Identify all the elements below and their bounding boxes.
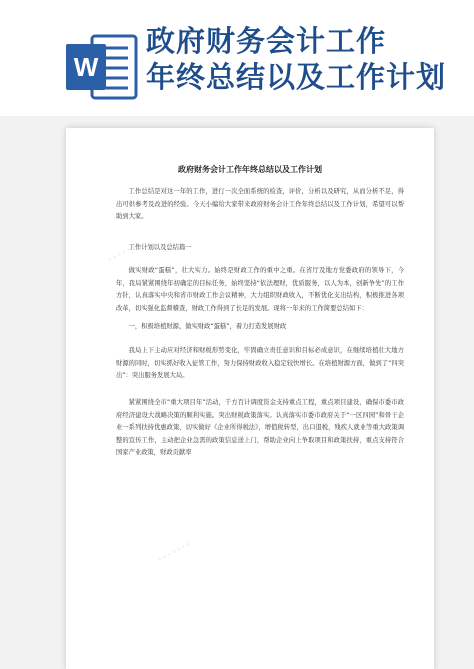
watermark: •••••••: [155, 539, 194, 567]
watermark: •••••••: [285, 419, 324, 447]
header-title-line2: 年终总结以及工作计划: [146, 60, 447, 94]
svg-text:W: W: [73, 52, 99, 82]
paragraph-body-2: 我局上下主动应对经济和财税形势变化，牢固确立责任意识和目标必成意识，在继续培植壮大地方财源的同时，切实抓好收入征管工作，努力保持财政收入稳定较快增长。在培植财源方面，做到了“四突出”：突出服务发展大局。: [116, 347, 404, 380]
section-heading-2: 一，积极培植财源，做实财政“蛋糕”，着力打造发展财政: [128, 323, 287, 330]
document-page: [66, 128, 434, 669]
watermark: •••••••: [105, 239, 144, 267]
document-title: 政府财务会计工作年终总结以及工作计划: [178, 165, 322, 174]
paragraph-body-3: 紧紧围绕全市“重大项目年”活动，千方百计调度资金支持重点工程，重点项目建设，确保市委市政府经济建设大战略决策的顺利实施。突出财税政策落实。认真落实市委市政府关于“一区四园”和骨干企业一系列扶持优惠政策，切实做好《企业所得税法》，增值税转型，出口退税，残疾人就业等重大政策调整的宣传工作，主动把企业急需的政策信息送上门，帮助企业向上争取项目和政策扶持，重点支持符合国家产业政策，财政贡献率: [116, 399, 404, 457]
header-title-line1: 政府财务会计工作: [146, 24, 387, 58]
header-banner: [0, 0, 474, 120]
paragraph-body-1: 做实财政“蛋糕”，壮大实力。始终是财政工作的重中之重。在省厅及地方党委政府的领导下，今年，我局紧紧围绕年初确定的目标任务，始终坚持“依法理财，优质服务，以人为本，创新争先”的工作方针，认真落实中央和省市财政工作会议精神，大力组织财政收入，不断优化支出结构，积极推进各项改革，切实强化监督稽查，财政工作得到了长足的发展。现将一年来的工作简要总结如下：: [116, 267, 404, 312]
word-document-icon: [66, 34, 138, 100]
section-heading-1: 工作计划以及总结篇一: [128, 244, 192, 251]
paragraph-intro: 工作总结是对这一年的工作，进行一次全面系统的检查，评价，分析以及研究，从而分析不足，得出可供参考及改进的经验。今天小编给大家带来政府财务会计工作年终总结以及工作计划，希望可以帮助到大家。: [116, 188, 404, 221]
